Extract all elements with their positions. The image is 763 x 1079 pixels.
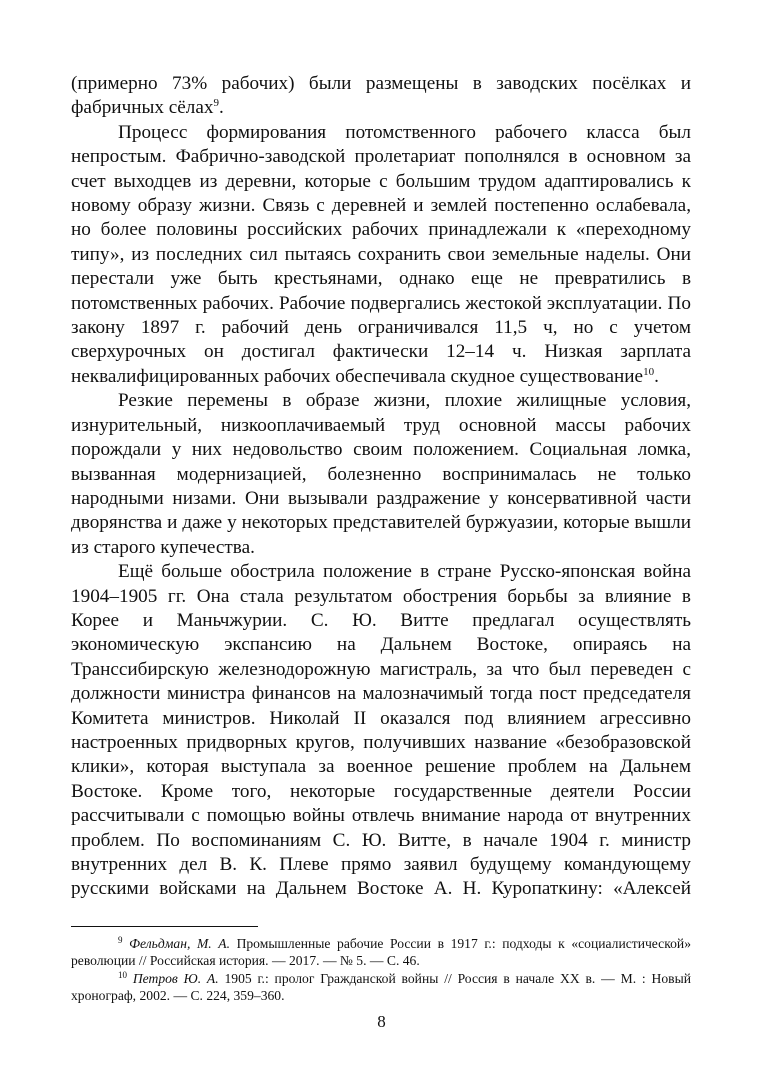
paragraph-continuation: (примерно 73% рабочих) были размещены в заводских посёлках и фабричных сёлах$^9$. [71, 73, 691, 119]
page-number: 8 [377, 1012, 386, 1031]
body-text [71, 72, 691, 902]
footnote-ref-9[interactable]: 9 [213, 97, 219, 110]
footnote-divider [71, 926, 258, 927]
footnote-10: $^{10}$ Петров Ю. А. 1905 г.: пролог Гражданской войны // Россия в начале XX в. — М. : Новый хронограф, 2002. — С. 224, 359–360. [71, 969, 691, 1004]
footnote-ref-10[interactable]: 10 [643, 365, 655, 378]
paragraph-russo-japanese-war: Ещё больше обострила положение в стране Русско-японская война 1904–1905 гг. Она стала результатом обострения борьбы за влияние в Корее и Маньчжурии. С. Ю. Витте предлагал осуществлять экономическую экспансию на Дальнем Востоке, опираясь на Транссибирскую железнодорожную магистраль, за что был переведен с должности министра финансов на малозначимый тогда пост председателя Комитета министров. Николай II оказался под влиянием агрессивно настроенных придворных кругов, получивших название «безобразовской клики», которая выступала за военное решение проблем на Дальнем Востоке. Кроме того, некоторые государственные деятели России рассчитывали с помощью войны отвлечь внимание народа от внутренних проблем. По воспоминаниям С. Ю. Витте, в начале 1904 г. министр внутренних дел В. К. Плеве прямо заявил будущему командующему русскими войсками на Дальнем Востоке А. Н. Куропаткину: «Алексей [71, 561, 691, 900]
footnotes [71, 935, 691, 1005]
footnote-9: $^9$ Фельдман, М. А. Промышленные рабочие России в 1917 г.: подходы к «социалистической» революции // Российская история. — 2017. — № 5. — С. 46. [71, 935, 691, 969]
paragraph-worker-class: Процесс формирования потомственного рабочего класса был непростым. Фабрично-заводской пролетариат пополнялся в основном за счет выходцев из деревни, которые с большим трудом адаптировались к новому образу жизни. Связь с деревней и землей постепенно ослабевала, но более половины российских рабочих принадлежали к «переходному типу», из последних сил пытаясь сохранить свои земельные наделы. Они перестали уже быть крестьянами, однако еще не превратились в потомственных рабочих. Рабочие подвергались жестокой эксплуатации. По закону 1897 г. рабочий день ограничивался 11,5 ч, но с учетом сверхурочных он достигал фактически 12–14 ч. Низкая зарплата неквалифицированных рабочих обеспечивала скудное существование$^{10}$. [71, 121, 691, 387]
paragraph-social-change: Резкие перемены в образе жизни, плохие жилищные условия, изнурительный, низкооплачиваемый труд основной массы рабочих порождали у них недовольство своим положением. Социальная ломка, вызванная модернизацией, болезненно воспринималась не только народными низами. Они вызывали раздражение у консервативной части дворянства и даже у некоторых представителей буржуазии, которые вышли из старого купечества. [71, 390, 691, 558]
page-content [71, 72, 691, 902]
